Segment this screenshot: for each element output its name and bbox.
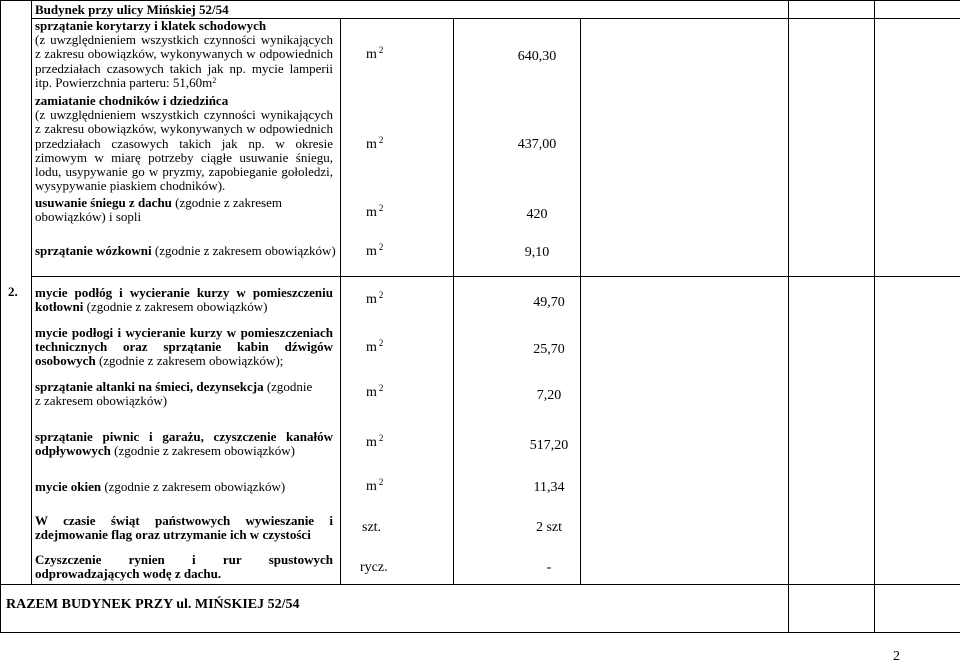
quantity-value: 49,70 bbox=[533, 295, 565, 310]
total-label: RAZEM BUDYNEK PRZY ul. MIŃSKIEJ 52/54 bbox=[6, 597, 300, 612]
service-description: sprzątanie korytarzy i klatek schodowych (z uwzględnieniem wszystkich czynności wynikających z zakresu obowiązków, wykonywanych w odpowiednich przedziałach czasowych takich jak np. mycie lamperii itp. Powierzchnia parteru: $51,60m^2$ bbox=[35, 18, 333, 90]
number-col-divider bbox=[31, 0, 32, 584]
quantity-value: - bbox=[546, 560, 552, 575]
unit-col-divider bbox=[453, 18, 454, 584]
service-description: mycie podłogi i wycieranie kurzy w pomieszczeniach technicznych oraz sprzątanie kabin dźwigów osobowych (zgodnie z zakresem obowiązków); bbox=[35, 325, 333, 369]
table-border-top bbox=[0, 0, 960, 1]
service-description: sprzątanie wózkowni (zgodnie z zakresem obowiązków) bbox=[35, 243, 336, 258]
unit-label: m $^2$ bbox=[366, 433, 384, 450]
service-description: Czyszczenie rynien i rur spustowych odprowadzających wodę z dachu. bbox=[35, 552, 333, 582]
unit-label: m $^2$ bbox=[366, 242, 384, 259]
unit-label: m $^2$ bbox=[366, 383, 384, 400]
quantity-value: 25,70 bbox=[533, 342, 565, 357]
right-block-divider-1 bbox=[788, 0, 789, 632]
service-description: usuwanie śniegu z dachu (zgodnie z zakresem obowiązków) i sopli bbox=[35, 195, 282, 225]
unit-label: m $^2$ bbox=[366, 477, 384, 494]
unit-label: m $^2$ bbox=[366, 45, 384, 62]
table-border-left bbox=[0, 0, 1, 632]
unit-label: rycz. bbox=[360, 560, 388, 575]
page-number: 2 bbox=[893, 649, 900, 664]
quantity-value: 9,10 bbox=[524, 245, 550, 260]
service-description: sprzątanie altanki na śmieci, dezynsekcja (zgodnie z zakresem obowiązków) bbox=[35, 379, 313, 409]
service-description: sprzątanie piwnic i garażu, czyszczenie kanałów odpływowych (zgodnie z zakresem obowiązków) bbox=[35, 429, 333, 459]
unit-label: szt. bbox=[362, 520, 382, 535]
unit-label: m $^2$ bbox=[366, 203, 384, 220]
quantity-value: 640,30 bbox=[517, 49, 557, 64]
unit-label: m $^2$ bbox=[366, 290, 384, 307]
service-description: mycie podłóg i wycieranie kurzy w pomieszczeniu kotłowni (zgodnie z zakresem obowiązków) bbox=[35, 285, 333, 315]
quantity-value: 7,20 bbox=[536, 388, 562, 403]
building-title: Budynek przy ulicy Mińskiej 52/54 bbox=[35, 2, 229, 17]
service-description: mycie okien (zgodnie z zakresem obowiązków) bbox=[35, 479, 286, 494]
unit-label: m $^2$ bbox=[366, 135, 384, 152]
quantity-value: 420 bbox=[526, 207, 548, 222]
service-description: W czasie świąt państwowych wywieszanie i zdejmowanie flag oraz utrzymanie ich w czystości bbox=[35, 513, 333, 543]
right-block-divider-2 bbox=[874, 0, 875, 632]
row-number: 2. bbox=[8, 284, 18, 299]
quantity-value: 437,00 bbox=[517, 137, 557, 152]
quantity-value: 2 szt bbox=[535, 520, 563, 535]
quantity-value: 517,20 bbox=[529, 438, 569, 453]
service-description: zamiatanie chodników i dziedzińca (z uwzględnieniem wszystkich czynności wynikających z zakresu obowiązków, wykonywanych w odpowiednich przedziałach czasowych takich jak np. w okresie zimowym w miarę potrzeby ciągłe usuwanie śniegu, lodu, usypywanie go w pryzmy, zapobieganie gołoledzi, wysypywanie piaskiem chodników). bbox=[35, 93, 333, 194]
row-divider-4 bbox=[31, 276, 960, 277]
table-bottom-inner bbox=[0, 584, 960, 585]
table-bottom bbox=[0, 632, 960, 633]
quantity-value: 11,34 bbox=[533, 480, 565, 495]
desc-col-divider bbox=[340, 18, 341, 584]
unit-label: m $^2$ bbox=[366, 338, 384, 355]
